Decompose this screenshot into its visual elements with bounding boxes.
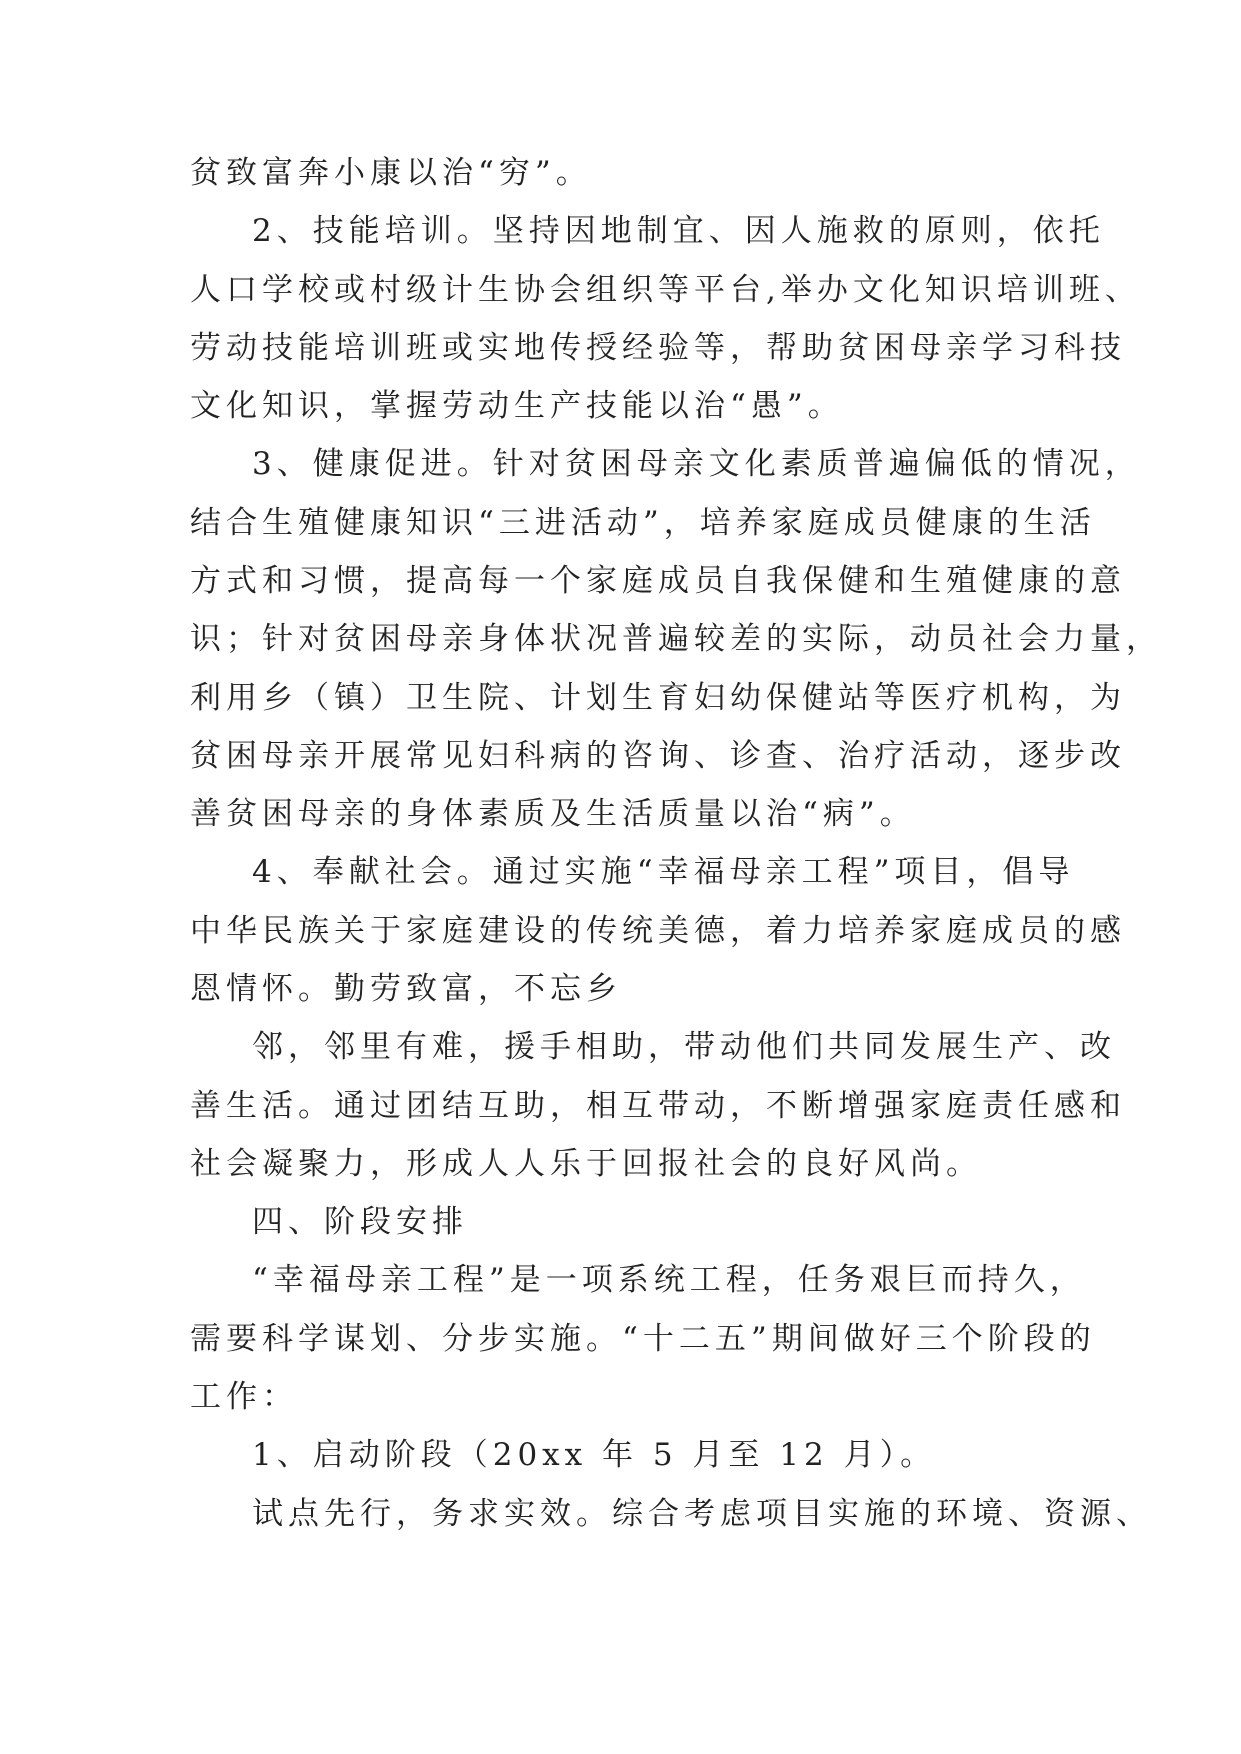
text-line: 试点先行，务求实效。综合考虑项目实施的环境、资源、	[252, 1496, 1152, 1532]
text-line: 3、健康促进。针对贫困母亲文化素质普遍偏低的情况，	[252, 446, 1141, 482]
text-line: 善贫困母亲的身体素质及生活质量以治“病”。	[190, 796, 916, 832]
text-line: 1、启动阶段（20xx 年 5 月至 12 月）。	[252, 1437, 937, 1473]
text-line: 需要科学谋划、分步实施。“十二五”期间做好三个阶段的	[190, 1321, 1096, 1357]
text-line: 善生活。通过团结互助，相互带动，不断增强家庭责任感和	[190, 1088, 1126, 1124]
text-line: “幸福母亲工程”是一项系统工程，任务艰巨而持久，	[252, 1262, 1086, 1298]
text-line: 恩情怀。勤劳致富，不忘乡	[190, 971, 622, 1007]
text-line: 方式和习惯，提高每一个家庭成员自我保健和生殖健康的意	[190, 563, 1126, 599]
text-line: 利用乡（镇）卫生院、计划生育妇幼保健站等医疗机构，为	[190, 680, 1126, 716]
text-line: 贫困母亲开展常见妇科病的咨询、诊查、治疗活动，逐步改	[190, 738, 1126, 774]
text-line: 中华民族关于家庭建设的传统美德，着力培养家庭成员的感	[190, 913, 1126, 949]
text-line: 结合生殖健康知识“三进活动”，培养家庭成员健康的生活	[190, 505, 1096, 541]
text-line: 贫致富奔小康以治“穷”。	[190, 155, 592, 191]
text-line: 劳动技能培训班或实地传授经验等，帮助贫困母亲学习科技	[190, 330, 1126, 366]
text-line: 人口学校或村级计生协会组织等平台,举办文化知识培训班、	[190, 272, 1141, 308]
text-line: 2、技能培训。坚持因地制宜、因人施救的原则，依托	[252, 213, 1105, 249]
section-heading: 四、阶段安排	[252, 1204, 468, 1240]
text-line: 邻，邻里有难，援手相助，带动他们共同发展生产、改	[252, 1029, 1116, 1065]
text-line: 4、奉献社会。通过实施“幸福母亲工程”项目，倡导	[252, 854, 1075, 890]
text-line: 社会凝聚力，形成人人乐于回报社会的良好风尚。	[190, 1146, 982, 1182]
text-line: 工作：	[190, 1379, 298, 1415]
text-line: 文化知识，掌握劳动生产技能以治“愚”。	[190, 388, 844, 424]
text-line: 识；针对贫困母亲身体状况普遍较差的实际，动员社会力量，	[190, 621, 1162, 657]
